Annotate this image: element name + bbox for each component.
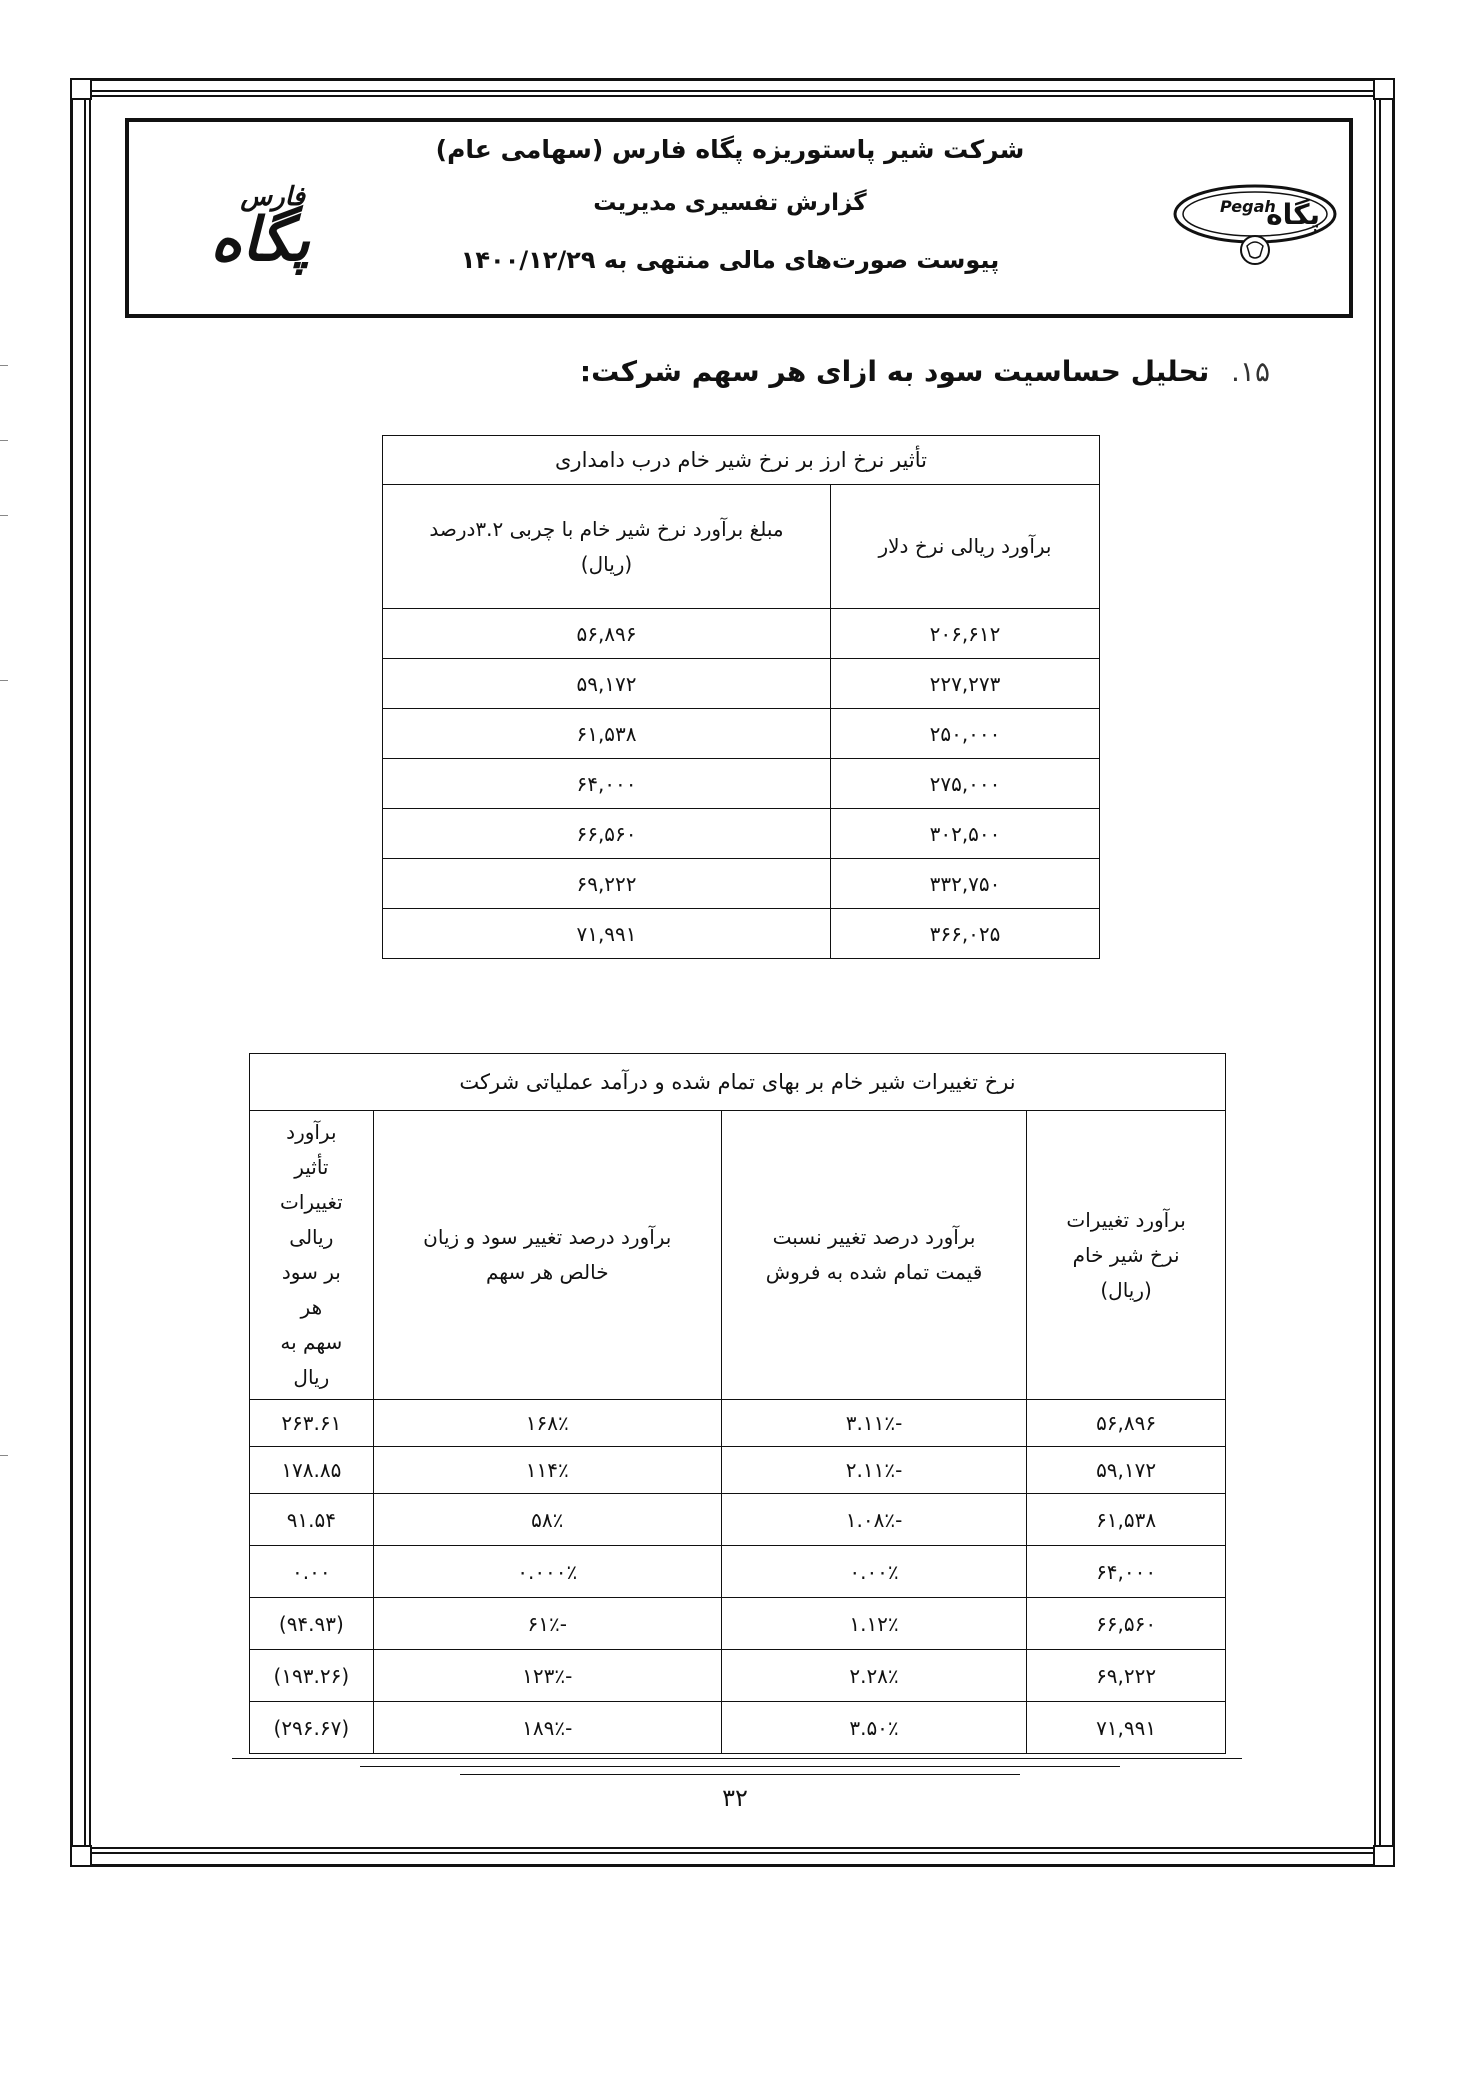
table-cell: ۲۶۳.۶۱: [250, 1400, 374, 1447]
table-cell: ۵۹,۱۷۲: [383, 659, 831, 709]
section-heading: [580, 355, 1270, 388]
raw-milk-sensitivity-table: [249, 1053, 1226, 1754]
table-row: [383, 809, 1100, 859]
column-header: برآورد تغییرات نرخ شیر خام (ریال): [1027, 1111, 1226, 1400]
table-row: [250, 1650, 1226, 1702]
table-cell: ۶۱,۵۳۸: [383, 709, 831, 759]
report-title: گزارش تفسیری مدیریت: [593, 190, 867, 216]
table-cell: ۰.۰۰٪: [721, 1546, 1026, 1598]
column-header: برآورد درصد تغییر نسبت قیمت تمام شده به فروش: [721, 1111, 1026, 1400]
table-row: [383, 659, 1100, 709]
table-cell: ۰.۰۰۰٪: [373, 1546, 721, 1598]
table-row: [383, 859, 1100, 909]
column-header: برآورد تأثیر تغییرات ریالی بر سود هر سهم به ریال: [250, 1111, 374, 1400]
svg-text:Pegah: Pegah: [1220, 197, 1276, 216]
table-cell: -۱.۰۸٪: [721, 1494, 1026, 1546]
table-cell: ۳.۵۰٪: [721, 1702, 1026, 1754]
table-cell: ۵۹,۱۷۲: [1027, 1447, 1226, 1494]
table-cell: ۰.۰۰: [250, 1546, 374, 1598]
table-cell: -۳.۱۱٪: [721, 1400, 1026, 1447]
table-cell: ۲۵۰,۰۰۰: [831, 709, 1100, 759]
frame-corner: [70, 78, 92, 100]
table-row: [383, 609, 1100, 659]
table-cell: ۷۱,۹۹۱: [1027, 1702, 1226, 1754]
table-cell: ۶۹,۲۲۲: [383, 859, 831, 909]
table-cell: ۲۲۷,۲۷۳: [831, 659, 1100, 709]
table-cell: (۱۹۳.۲۶): [250, 1650, 374, 1702]
table-cell: ۱۷۸.۸۵: [250, 1447, 374, 1494]
table-cell: -۶۱٪: [373, 1598, 721, 1650]
table-cell: ۶۴,۰۰۰: [1027, 1546, 1226, 1598]
table-cell: ۹۱.۵۴: [250, 1494, 374, 1546]
pegah-fars-logo: [140, 165, 315, 275]
table-row: [250, 1702, 1226, 1754]
table-cell: (۹۴.۹۳): [250, 1598, 374, 1650]
table-cell: ۲.۲۸٪: [721, 1650, 1026, 1702]
table-caption: نرخ تغییرات شیر خام بر بهای تمام شده و درآمد عملیاتی شرکت: [250, 1054, 1226, 1111]
table-cell: ۱.۱۲٪: [721, 1598, 1026, 1650]
table-row: [383, 709, 1100, 759]
svg-text:پگاه: پگاه: [210, 205, 310, 275]
svg-text:فارس: فارس: [240, 182, 305, 212]
section-title: تحلیل حساسیت سود به ازای هر سهم شرکت:: [579, 355, 1210, 388]
table-row: [250, 1546, 1226, 1598]
table-cell: ۱۶۸٪: [373, 1400, 721, 1447]
column-header: برآورد درصد تغییر سود و زیان خالص هر سهم: [373, 1111, 721, 1400]
table-cell: ۶۱,۵۳۸: [1027, 1494, 1226, 1546]
svg-text:پگاه: پگاه: [1266, 198, 1320, 231]
table-cell: ۲۷۵,۰۰۰: [831, 759, 1100, 809]
footer-divider: [232, 1758, 1242, 1759]
table-cell: ۱۱۴٪: [373, 1447, 721, 1494]
company-name: شرکت شیر پاستوریزه پگاه فارس (سهامی عام): [435, 135, 1025, 164]
column-header: مبلغ برآورد نرخ شیر خام با چربی ۳.۲درصد (ریال): [383, 485, 831, 609]
footer-divider: [360, 1766, 1120, 1767]
table-cell: ۶۴,۰۰۰: [383, 759, 831, 809]
scan-mark: [0, 1455, 8, 1456]
table-cell: -۱۸۹٪: [373, 1702, 721, 1754]
table-cell: -۱۲۳٪: [373, 1650, 721, 1702]
table-caption: تأثیر نرخ ارز بر نرخ شیر خام درب دامداری: [383, 436, 1100, 485]
table-cell: ۳۶۶,۰۲۵: [831, 909, 1100, 959]
frame-corner: [70, 1845, 92, 1867]
table-row: [383, 759, 1100, 809]
table-cell: ۵۶,۸۹۶: [1027, 1400, 1226, 1447]
table-row: [250, 1494, 1226, 1546]
scan-mark: [0, 515, 8, 516]
table-cell: ۷۱,۹۹۱: [383, 909, 831, 959]
table-cell: ۳۰۲,۵۰۰: [831, 809, 1100, 859]
pegah-emblem-logo: [1170, 172, 1340, 272]
table-cell: -۲.۱۱٪: [721, 1447, 1026, 1494]
footer-divider: [460, 1774, 1020, 1775]
table-cell: ۲۰۶,۶۱۲: [831, 609, 1100, 659]
scan-mark: [0, 440, 8, 441]
table-row: [250, 1447, 1226, 1494]
table-row: [383, 909, 1100, 959]
table-cell: ۶۶,۵۶۰: [383, 809, 831, 859]
table-row: [250, 1400, 1226, 1447]
section-number: ۱۵.: [1231, 355, 1270, 388]
report-period: پیوست صورت‌های مالی منتهی به ۱۴۰۰/۱۲/۲۹: [460, 246, 1000, 274]
table-cell: ۶۹,۲۲۲: [1027, 1650, 1226, 1702]
column-header: برآورد ریالی نرخ دلار: [831, 485, 1100, 609]
scan-mark: [0, 680, 8, 681]
fx-rate-table: [382, 435, 1100, 959]
table-cell: ۶۶,۵۶۰: [1027, 1598, 1226, 1650]
table-cell: ۵۶,۸۹۶: [383, 609, 831, 659]
table-cell: ۳۳۲,۷۵۰: [831, 859, 1100, 909]
table-cell: (۲۹۶.۶۷): [250, 1702, 374, 1754]
table-row: [250, 1598, 1226, 1650]
scan-mark: [0, 365, 8, 366]
table-cell: ۵۸٪: [373, 1494, 721, 1546]
page-number: ۳۲: [722, 1784, 748, 1812]
frame-corner: [1373, 1845, 1395, 1867]
frame-corner: [1373, 78, 1395, 100]
